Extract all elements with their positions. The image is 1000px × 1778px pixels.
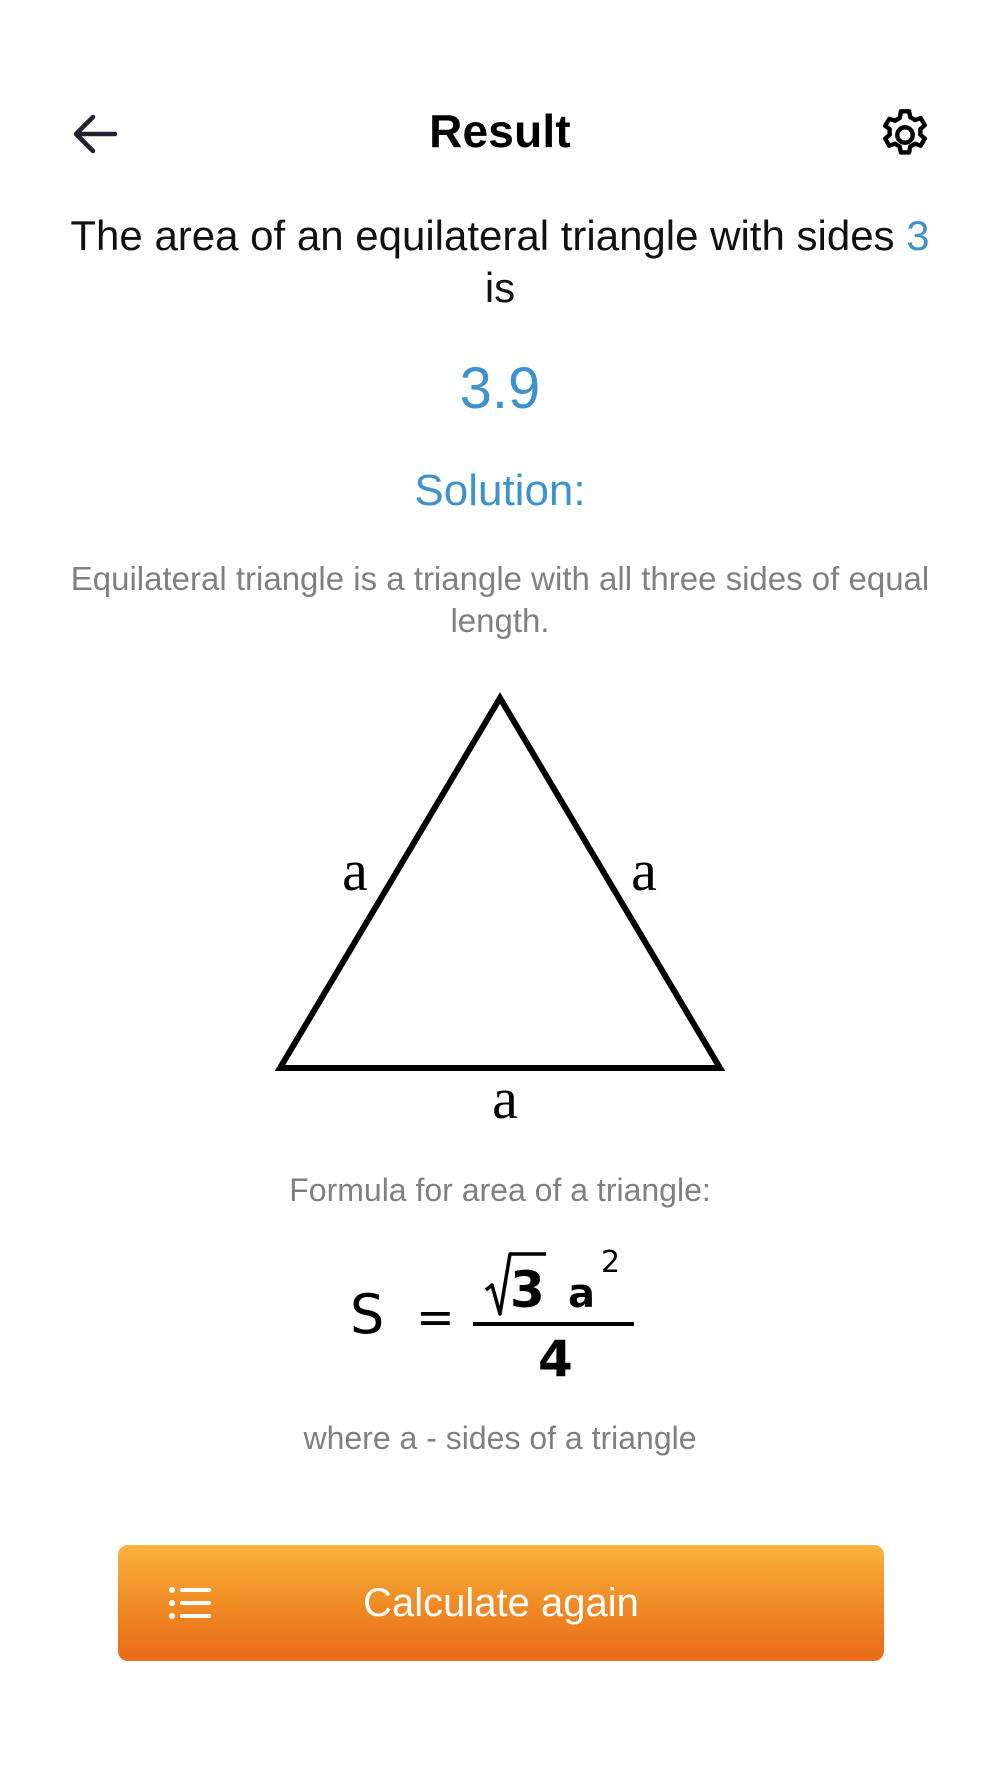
side-label-left: a — [342, 838, 368, 903]
result-question — [40, 210, 960, 314]
settings-button[interactable] — [870, 100, 940, 170]
area-formula — [350, 1240, 650, 1390]
formula-root: 3 — [510, 1261, 545, 1319]
solution-heading: Solution: — [414, 466, 586, 515]
side-label-right: a — [631, 838, 657, 903]
formula-denominator: 4 — [538, 1330, 573, 1388]
formula-lhs: S — [350, 1283, 385, 1346]
formula-variable: a — [568, 1271, 595, 1317]
formula-equals: = — [416, 1290, 455, 1344]
triangle-definition: Equilateral triangle is a triangle with all three sides of equal length. — [70, 560, 930, 639]
result-value: 3.9 — [459, 356, 541, 421]
formula-exponent: 2 — [601, 1245, 621, 1280]
question-prefix: The area of an equilateral triangle with sides — [70, 212, 907, 259]
calculate-again-button[interactable] — [118, 1545, 884, 1661]
side-label-bottom: a — [492, 1066, 518, 1131]
gear-icon — [876, 106, 934, 164]
question-suffix: is — [484, 264, 516, 311]
triangle-diagram — [260, 680, 740, 1140]
top-bar — [0, 90, 1000, 175]
formula-note: where a - sides of a triangle — [303, 1420, 697, 1456]
calculate-again-label: Calculate again — [363, 1581, 639, 1625]
page-title: Result — [429, 105, 571, 157]
side-value: 3 — [906, 212, 930, 259]
formula-label: Formula for area of a triangle: — [289, 1172, 711, 1208]
